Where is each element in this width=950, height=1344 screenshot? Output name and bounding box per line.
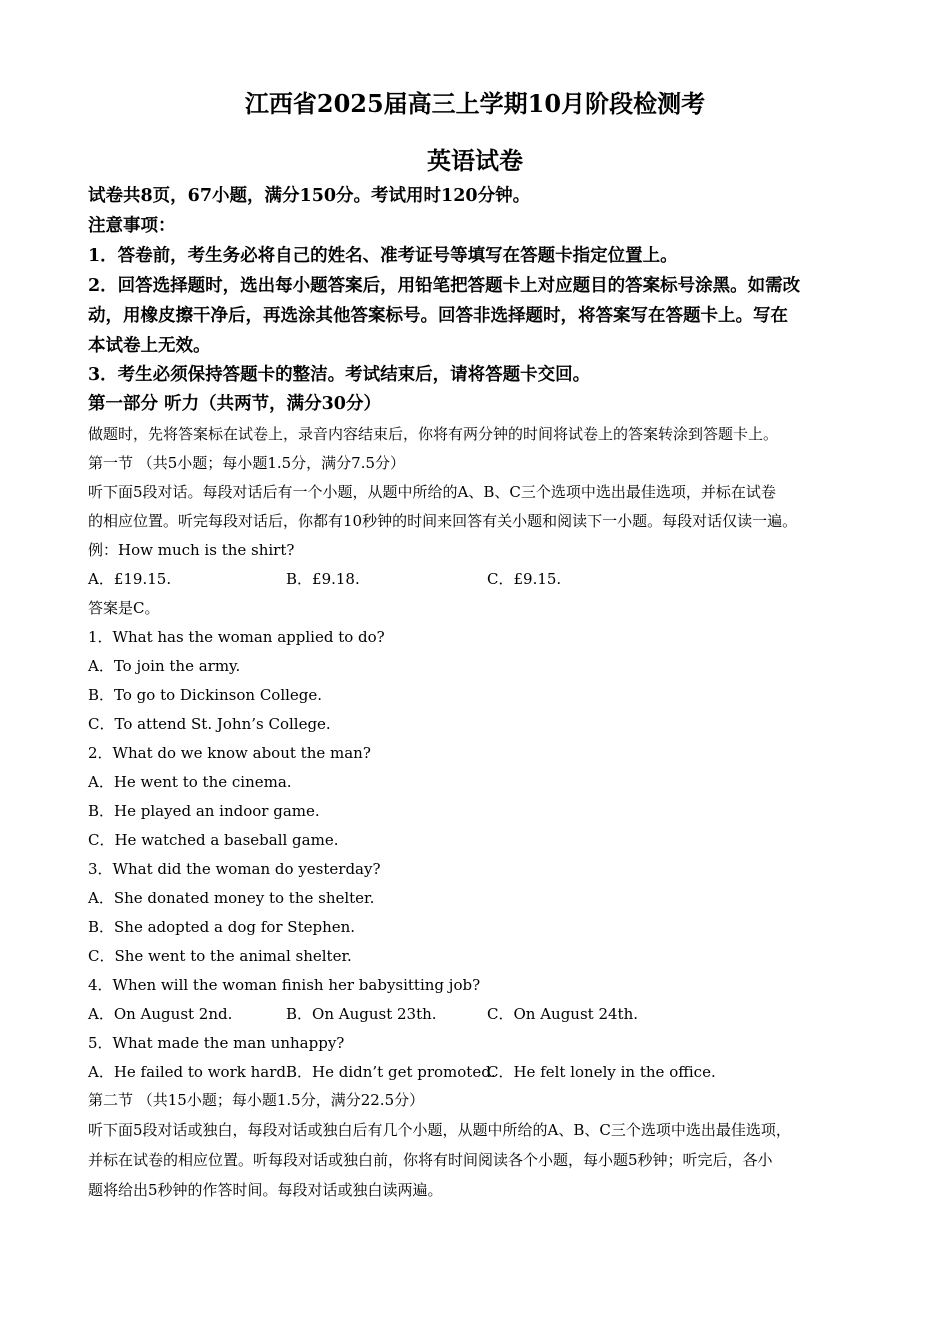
question-5-stem: 5．What made the man unhappy? bbox=[88, 1034, 345, 1052]
question-3-stem: 3．What did the woman do yesterday? bbox=[88, 860, 381, 878]
notice-heading: 注意事项： bbox=[88, 216, 176, 236]
part1-heading: 第一部分 听力（共两节，满分30分） bbox=[88, 394, 381, 414]
example-option-c: C．£9.15. bbox=[487, 570, 562, 588]
example-answer: 答案是C。 bbox=[88, 599, 160, 617]
question-4-option-a: A．On August 2nd. bbox=[88, 1005, 233, 1023]
section2-desc-line-3: 题将给出5秒钟的作答时间。每段对话或独白读两遍。 bbox=[88, 1181, 443, 1199]
example-option-a: A．£19.15. bbox=[88, 570, 172, 588]
section1-desc-line-1: 听下面5段对话。每段对话后有一个小题，从题中所给的A、B、C三个选项中选出最佳选项，并标在试卷 bbox=[88, 483, 776, 501]
question-2-stem: 2．What do we know about the man? bbox=[88, 744, 371, 762]
question-2-option-c: C．He watched a baseball game. bbox=[88, 831, 339, 849]
question-5-option-b: B．He didn’t get promoted. bbox=[286, 1063, 496, 1081]
section2-heading: 第二节 （共15小题；每小题1.5分，满分22.5分） bbox=[88, 1091, 425, 1109]
question-3-option-c: C．She went to the animal shelter. bbox=[88, 947, 352, 965]
example-question: 例：How much is the shirt? bbox=[88, 541, 295, 559]
notice-item-2-line-1: 2．回答选择题时，选出每小题答案后，用铅笔把答题卡上对应题目的答案标号涂黑。如需改 bbox=[88, 276, 801, 296]
notice-item-1: 1．答卷前，考生务必将自己的姓名、准考证号等填写在答题卡指定位置上。 bbox=[88, 246, 678, 266]
section1-heading: 第一节 （共5小题；每小题1.5分，满分7.5分） bbox=[88, 454, 406, 472]
question-4-option-c: C．On August 24th. bbox=[487, 1005, 638, 1023]
question-1-option-b: B．To go to Dickinson College. bbox=[88, 686, 323, 704]
notice-item-2-line-3: 本试卷上无效。 bbox=[88, 336, 211, 356]
example-option-b: B．£9.18. bbox=[286, 570, 360, 588]
question-4-option-b: B．On August 23th. bbox=[286, 1005, 437, 1023]
question-5-option-a: A．He failed to work hard. bbox=[88, 1063, 291, 1081]
section2-desc-line-2: 并标在试卷的相应位置。听每段对话或独白前，你将有时间阅读各个小题，每小题5秒钟；听完后，各小 bbox=[88, 1151, 773, 1169]
question-3-option-b: B．She adopted a dog for Stephen. bbox=[88, 918, 356, 936]
section2-desc-line-1: 听下面5段对话或独白，每段对话或独白后有几个小题，从题中所给的A、B、C三个选项中选出最佳选项， bbox=[88, 1121, 791, 1139]
question-4-stem: 4．When will the woman finish her babysitting job? bbox=[88, 976, 481, 994]
exam-summary: 试卷共8页，67小题，满分150分。考试用时120分钟。 bbox=[88, 186, 531, 206]
part1-intro: 做题时，先将答案标在试卷上，录音内容结束后，你将有两分钟的时间将试卷上的答案转涂到答题卡上。 bbox=[88, 425, 779, 443]
exam-title: 江西省2025届高三上学期10月阶段检测考 bbox=[244, 89, 706, 118]
question-1-option-a: A．To join the army. bbox=[88, 657, 241, 675]
notice-item-3: 3．考生必须保持答题卡的整洁。考试结束后，请将答题卡交回。 bbox=[88, 365, 591, 385]
question-2-option-a: A．He went to the cinema. bbox=[88, 773, 292, 791]
question-1-option-c: C．To attend St. John’s College. bbox=[88, 715, 331, 733]
question-1-stem: 1．What has the woman applied to do? bbox=[88, 628, 385, 646]
notice-item-2-line-2: 动，用橡皮擦干净后，再选涂其他答案标号。回答非选择题时，将答案写在答题卡上。写在 bbox=[88, 306, 788, 326]
exam-subtitle: 英语试卷 bbox=[427, 146, 523, 175]
question-3-option-a: A．She donated money to the shelter. bbox=[88, 889, 375, 907]
question-5-option-c: C．He felt lonely in the office. bbox=[487, 1063, 716, 1081]
section1-desc-line-2: 的相应位置。听完每段对话后，你都有10秒钟的时间来回答有关小题和阅读下一小题。每段对话仅读一遍。 bbox=[88, 512, 798, 530]
question-2-option-b: B．He played an indoor game. bbox=[88, 802, 320, 820]
